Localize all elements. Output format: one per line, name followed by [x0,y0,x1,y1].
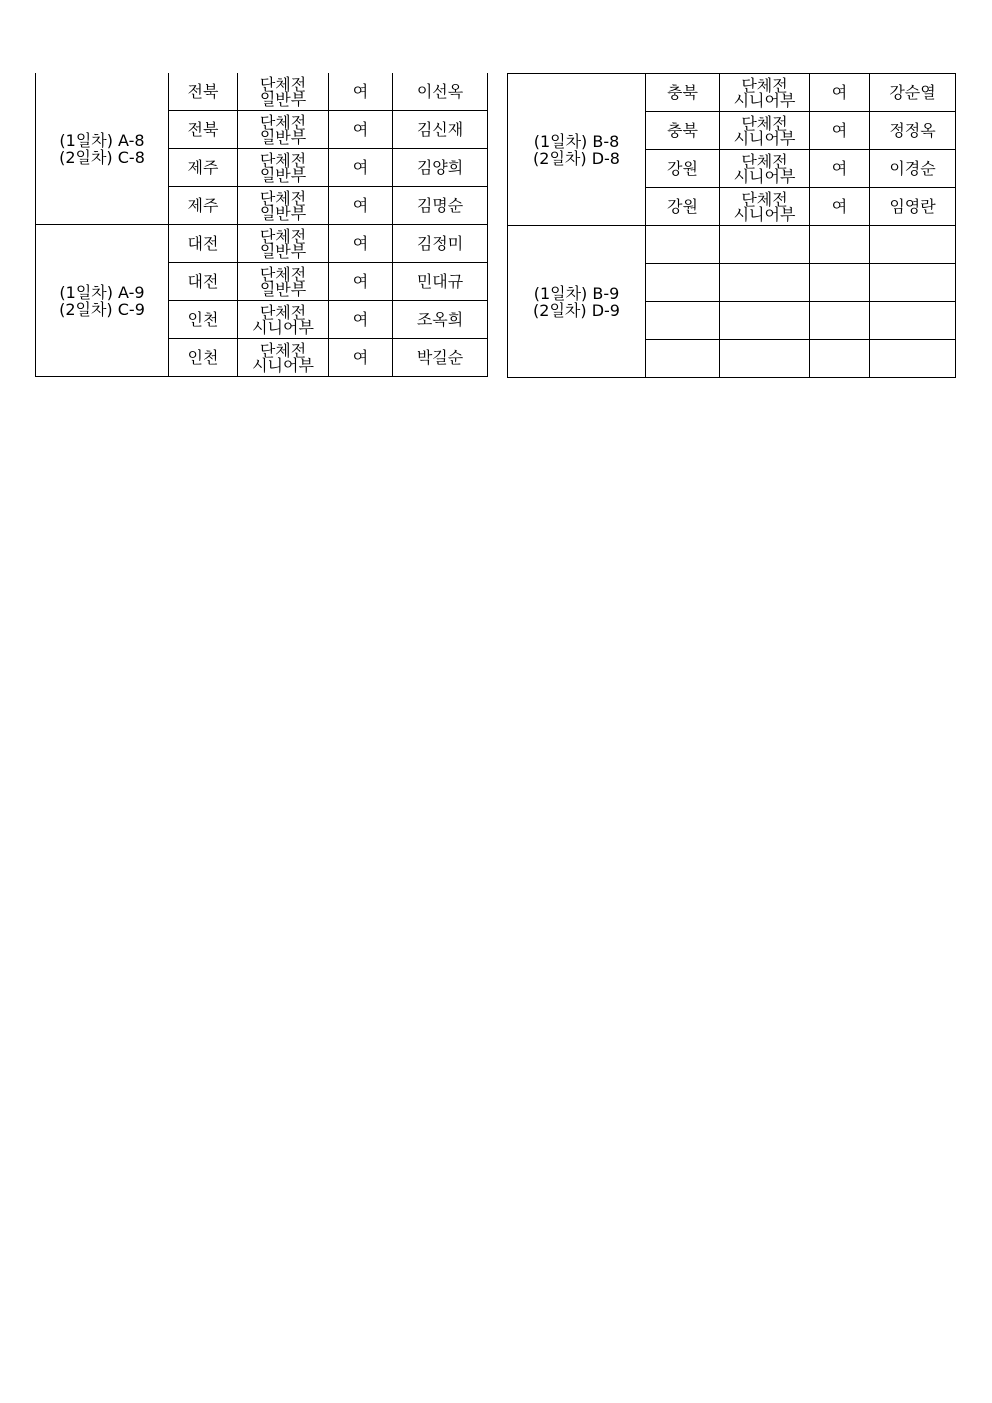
group-label [508,226,646,378]
region-cell: 인천 [169,301,238,339]
team-roster-table-right [507,73,956,378]
gender-cell: 여 [329,225,393,263]
region-cell: 대전 [169,225,238,263]
division-class: 일반부 [259,241,307,261]
division-type: 단체전 [259,264,307,284]
division-type: 단체전 [741,113,788,133]
gender-cell [810,264,870,302]
region-cell: 대전 [169,263,238,301]
division-class: 시니어부 [252,317,314,337]
division-cell [720,226,810,264]
division-class: 일반부 [259,203,307,223]
division-cell [238,263,329,301]
name-cell: 김양희 [393,149,488,187]
division-class: 일반부 [259,89,307,109]
name-cell [870,264,956,302]
gender-cell [810,226,870,264]
division-type: 단체전 [259,188,307,208]
gender-cell: 여 [329,301,393,339]
gender-cell: 여 [810,150,870,188]
region-cell: 제주 [169,187,238,225]
division-class: 시니어부 [733,128,796,148]
division-type: 단체전 [259,226,307,246]
name-cell: 김정미 [393,225,488,263]
region-cell [646,264,720,302]
division-cell [238,73,329,111]
division-class: 시니어부 [252,355,314,375]
group-label-day2: (2일차) C-8 [59,147,145,167]
region-cell: 강원 [646,150,720,188]
division-cell [238,301,329,339]
division-cell [238,225,329,263]
gender-cell: 여 [329,149,393,187]
division-cell [720,302,810,340]
division-class: 일반부 [259,127,307,147]
name-cell [870,226,956,264]
table-row [36,225,488,263]
group-label-day1: (1일차) B-8 [533,131,620,151]
gender-cell: 여 [329,73,393,111]
division-cell [720,264,810,302]
gender-cell: 여 [329,111,393,149]
division-type: 단체전 [741,151,788,171]
name-cell: 강순열 [870,74,956,112]
name-cell: 임영란 [870,188,956,226]
region-cell: 충북 [646,74,720,112]
name-cell: 이선옥 [393,73,488,111]
gender-cell [810,302,870,340]
gender-cell: 여 [329,187,393,225]
name-cell: 박길순 [393,339,488,377]
division-class: 시니어부 [733,90,796,110]
group-label-day2: (2일차) D-9 [533,300,620,320]
division-type: 단체전 [259,74,307,94]
division-class: 시니어부 [733,166,796,186]
group-label [508,74,646,226]
table-row [36,73,488,111]
region-cell [646,226,720,264]
division-cell [238,111,329,149]
gender-cell: 여 [810,112,870,150]
name-cell [870,340,956,378]
division-cell [720,112,810,150]
table-row [508,226,956,264]
division-cell [720,340,810,378]
region-cell: 제주 [169,149,238,187]
division-class: 일반부 [259,279,307,299]
group-label-day1: (1일차) A-8 [59,130,145,150]
division-cell [238,149,329,187]
group-label-day1: (1일차) A-9 [59,282,145,302]
division-cell [720,74,810,112]
group-label-day1: (1일차) B-9 [533,283,620,303]
region-cell: 전북 [169,111,238,149]
region-cell: 인천 [169,339,238,377]
name-cell: 정정옥 [870,112,956,150]
region-cell: 충북 [646,112,720,150]
gender-cell [810,340,870,378]
division-class: 시니어부 [733,204,796,224]
gender-cell: 여 [810,188,870,226]
division-type: 단체전 [741,75,788,95]
division-class: 일반부 [259,165,307,185]
division-cell [720,188,810,226]
gender-cell: 여 [810,74,870,112]
region-cell: 전북 [169,73,238,111]
division-cell [238,187,329,225]
division-type: 단체전 [259,302,307,322]
division-type: 단체전 [259,112,307,132]
team-roster-table-left [35,73,488,377]
gender-cell: 여 [329,263,393,301]
name-cell: 민대규 [393,263,488,301]
group-label-day2: (2일차) C-9 [59,299,145,319]
group-label [36,73,169,225]
division-cell [720,150,810,188]
region-cell: 강원 [646,188,720,226]
division-type: 단체전 [259,150,307,170]
table-row [508,74,956,112]
name-cell: 조옥희 [393,301,488,339]
group-label [36,225,169,377]
region-cell [646,302,720,340]
name-cell: 김명순 [393,187,488,225]
division-type: 단체전 [259,340,307,360]
name-cell [870,302,956,340]
name-cell: 이경순 [870,150,956,188]
group-label-day2: (2일차) D-8 [533,148,620,168]
gender-cell: 여 [329,339,393,377]
name-cell: 김신재 [393,111,488,149]
division-type: 단체전 [741,189,788,209]
division-cell [238,339,329,377]
region-cell [646,340,720,378]
